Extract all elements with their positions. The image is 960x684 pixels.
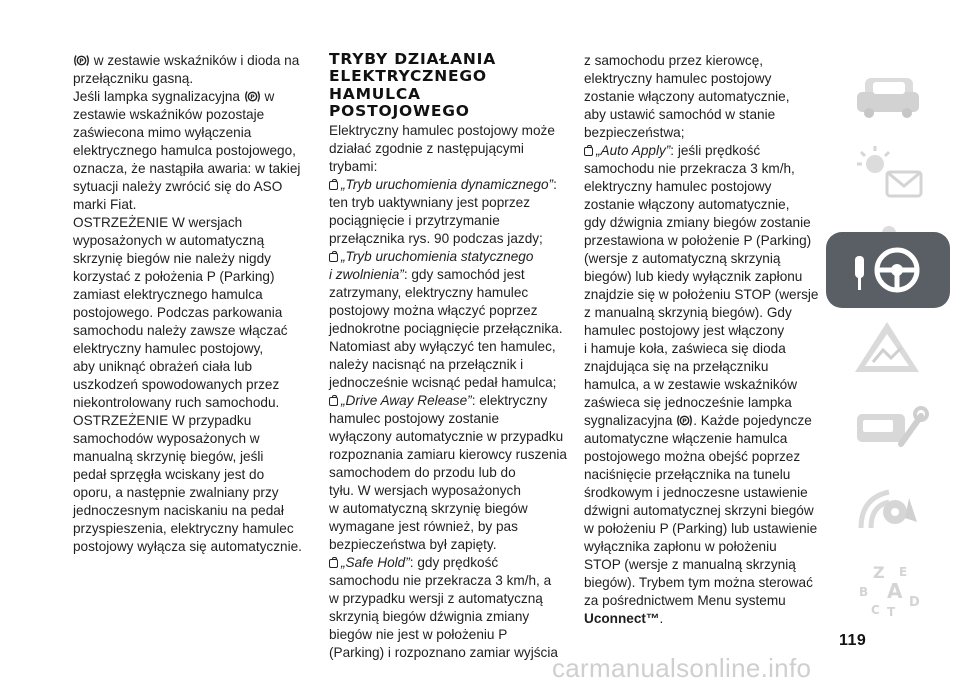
text-line — [584, 88, 810, 106]
text-segment: jednoczesnym naciskaniu na pedał — [73, 503, 284, 518]
text-segment: tyłu. W wersjach wyposażonych — [329, 482, 521, 498]
text-line — [73, 304, 313, 322]
text-segment: : — [553, 176, 557, 192]
text-line — [584, 358, 810, 376]
text-line — [584, 106, 810, 124]
text-segment: w automatyczną skrzynię biegów — [329, 500, 528, 516]
text-segment: z manualną skrzynią biegów). Gdy — [584, 305, 792, 320]
text-line — [73, 322, 313, 340]
text-line — [73, 142, 313, 160]
service-wrench-icon — [843, 394, 933, 458]
text-line — [73, 106, 313, 124]
text-segment: sygnalizacyjna — [584, 413, 677, 428]
text-line — [329, 644, 561, 662]
text-segment: skrzynię biegów nie należy nigdy — [73, 251, 271, 266]
text-segment: wyłączony automatycznie w przypadku — [329, 428, 564, 444]
text-line — [73, 178, 313, 196]
text-segment: „Tryb uruchomienia statycznego — [341, 248, 534, 264]
text-line — [584, 538, 810, 556]
text-segment: samochodem do przodu lub do — [329, 464, 516, 480]
text-segment: zaświeca się jednocześnie lampka — [584, 395, 792, 410]
text-segment: OSTRZEŻENIE W wersjach — [73, 215, 243, 230]
text-segment: wyposażonych w automatyczną — [73, 233, 265, 248]
text-line — [329, 356, 561, 374]
text-segment: Elektryczny hamulec postojowy może — [329, 122, 555, 138]
text-line — [73, 124, 313, 142]
text-segment: należy nacisnąć na przełącznik i — [329, 356, 524, 372]
text-line — [73, 538, 313, 556]
text-line — [73, 52, 313, 70]
text-line — [73, 430, 313, 448]
text-line — [584, 448, 810, 466]
text-line — [584, 484, 810, 502]
text-line — [329, 392, 561, 410]
text-segment: w położeniu P (Parking) lub ustawienie — [584, 521, 818, 536]
text-line — [329, 122, 561, 140]
text-segment: za pośrednictwem Menu systemu — [584, 593, 786, 608]
parking-brake-lamp-icon — [676, 414, 693, 427]
text-segment: (wersje z automatyczną skrzynią — [584, 251, 781, 266]
text-segment: znajdzie się w położeniu STOP (wersje — [584, 287, 819, 302]
tab-media-navigation[interactable] — [826, 472, 950, 548]
text-segment: i hamuje koła, zaświeca się dioda — [584, 341, 786, 356]
parking-brake-lamp-icon — [73, 54, 90, 67]
text-line — [329, 590, 561, 608]
text-segment: (Parking) i rozpoznano zamiar wyjścia — [329, 644, 558, 660]
text-line — [73, 232, 313, 250]
text-line — [584, 574, 813, 592]
text-line — [73, 394, 313, 412]
alphabet-letter: B — [859, 585, 869, 599]
text-segment: aby ustawić samochód w stanie — [584, 107, 776, 122]
text-line — [329, 572, 561, 590]
text-segment: w — [260, 89, 275, 104]
text-line — [329, 320, 561, 338]
text-line — [584, 376, 810, 394]
text-line — [584, 340, 810, 358]
bullet-icon — [329, 181, 338, 190]
heading-line: HAMULCA — [329, 84, 421, 103]
text-segment: bezpieczeństwa był zapięty. — [329, 536, 497, 552]
media-navigation-icon — [843, 478, 933, 542]
text-line — [584, 394, 810, 412]
parking-brake-lamp-icon — [244, 90, 261, 103]
text-line — [329, 374, 561, 392]
text-segment: : elektryczny — [471, 392, 548, 408]
text-line — [329, 284, 561, 302]
text-line — [584, 232, 810, 250]
text-segment: przyspieszenia, elektryczny hamulec — [73, 521, 294, 536]
text-segment: „Auto Apply” — [596, 143, 671, 158]
text-line — [329, 338, 561, 356]
car-dashboard-icon — [843, 64, 933, 128]
key-steering-wheel-icon — [843, 238, 933, 302]
text-line — [584, 466, 810, 484]
text-segment: Jeśli lampka sygnalizacyjna — [73, 89, 244, 104]
text-line — [584, 268, 810, 286]
text-line — [584, 286, 819, 304]
text-line — [584, 610, 810, 628]
text-line — [73, 160, 313, 178]
text-segment: środkowym i jednoczesne ustawienie — [584, 485, 808, 500]
text-line — [584, 520, 818, 538]
svg-text:P: P — [250, 94, 255, 101]
text-segment: ten tryb uaktywniany jest poprzez — [329, 194, 530, 210]
text-segment: elektryczny hamulec postojowy — [584, 179, 772, 194]
text-segment: Natomiast aby wyłączyć ten hamulec, — [329, 338, 556, 354]
text-line — [329, 482, 561, 500]
text-segment: hamulec postojowy zostanie — [329, 410, 500, 426]
text-segment: „Drive Away Release” — [341, 392, 472, 408]
text-line — [329, 626, 561, 644]
text-line — [584, 124, 810, 142]
text-segment: automatyczne włączenie hamulca — [584, 431, 788, 446]
text-segment: biegów nie jest w położeniu P — [329, 626, 508, 642]
text-segment: zostanie włączony automatycznie, — [584, 197, 790, 212]
text-segment: rozpoznania zamiaru kierowcy ruszenia — [329, 446, 567, 462]
tab-key-steering-wheel[interactable] — [826, 232, 950, 308]
text-line — [584, 412, 810, 430]
alphabet-letter: Z — [873, 563, 885, 582]
text-line — [73, 484, 313, 502]
text-segment: hamulca, a w zestawie wskaźników — [584, 377, 798, 392]
text-segment: aby uniknąć obrażeń ciała lub — [73, 359, 253, 374]
text-line — [584, 592, 810, 610]
text-segment: trybami: — [329, 158, 378, 174]
text-segment: jednocześnie wcisnąć pedał hamulca; — [329, 374, 557, 390]
watermark-text: carmanualsonline.info — [552, 653, 812, 683]
text-segment: marki Fiat. — [73, 197, 137, 212]
text-line — [73, 448, 313, 466]
text-segment: postojowy można włączyć poprzez — [329, 302, 538, 318]
text-line — [329, 212, 561, 230]
alphabet-letter: T — [887, 605, 896, 619]
text-segment: niekontrolowany ruch samochodu. — [73, 395, 280, 410]
text-segment: oznacza, że nastąpiła awaria: w takiej — [73, 161, 301, 176]
text-segment: elektrycznego hamulca postojowego, — [73, 143, 296, 158]
text-line — [329, 410, 561, 428]
text-line — [329, 140, 561, 158]
section-heading — [329, 52, 561, 120]
text-segment: przełączniku gasną. — [73, 71, 194, 86]
text-line — [73, 466, 313, 484]
bullet-icon — [329, 559, 338, 568]
text-line — [584, 70, 810, 88]
column-3 — [584, 52, 819, 628]
text-line — [329, 194, 561, 212]
warning-lights-icon — [843, 142, 933, 206]
text-segment: . — [659, 611, 664, 626]
text-line — [329, 158, 561, 176]
heading-line: ELEKTRYCZNEGO — [329, 67, 487, 86]
text-line — [329, 428, 564, 446]
text-line — [73, 358, 313, 376]
text-segment: biegów) lub kiedy wyłącznik zapłonu — [584, 269, 803, 284]
text-line — [329, 608, 561, 626]
text-line — [329, 446, 567, 464]
text-segment: elektryczny hamulec postojowy, — [73, 341, 264, 356]
text-line — [329, 554, 561, 572]
column-2 — [329, 50, 567, 662]
text-segment: w zestawie wskaźników i dioda na — [90, 53, 300, 68]
text-line — [584, 556, 810, 574]
column-2-body — [329, 122, 567, 662]
text-segment: sytuacji należy zwrócić się do ASO — [73, 179, 283, 194]
page-number: 119 — [839, 632, 867, 649]
tab-alphabet-index[interactable] — [826, 550, 950, 626]
text-segment: : gdy samochód jest — [403, 266, 525, 282]
text-segment: w przypadku wersji z automatyczną — [329, 590, 543, 606]
text-segment: uszkodzeń spowodowanych przez — [73, 377, 280, 392]
tab-car-dashboard[interactable] — [826, 58, 950, 134]
tab-warning-lights[interactable] — [826, 136, 950, 212]
text-line — [584, 178, 810, 196]
bullet-icon — [329, 253, 338, 262]
text-line — [329, 536, 561, 554]
text-line — [584, 160, 810, 178]
text-line — [73, 196, 313, 214]
text-segment: pociągnięcie i przytrzymanie — [329, 212, 500, 228]
alphabet-letter: D — [909, 595, 920, 610]
text-segment: pedał sprzęgła wciskany jest do — [73, 467, 265, 482]
text-segment: wymagane jest również, by pas — [329, 518, 518, 534]
text-line — [584, 196, 810, 214]
text-segment: postojowy wyłącza się automatycznie. — [73, 539, 302, 554]
text-segment: „Safe Hold” — [341, 554, 410, 570]
text-segment: wyłącznika zapłonu w położeniu — [584, 539, 777, 554]
text-line — [329, 248, 561, 266]
text-segment: dźwigni automatycznej skrzyni biegów — [584, 503, 814, 518]
text-segment: z samochodu przez kierowcę, — [584, 53, 764, 68]
text-segment: przestawiona w położenie P (Parking) — [584, 233, 812, 248]
text-segment: postojowego można obejść poprzez — [584, 449, 801, 464]
text-segment: zostanie włączony automatycznie, — [584, 89, 790, 104]
text-line — [584, 322, 810, 340]
text-segment: Uconnect™ — [584, 611, 660, 626]
text-segment: : jeśli prędkość — [670, 143, 761, 158]
alphabet-index-icon — [843, 556, 933, 620]
text-line — [73, 268, 313, 286]
text-segment: postojowego. Podczas parkowania — [73, 305, 283, 320]
text-segment: znajdująca się na przełączniku — [584, 359, 769, 374]
alphabet-letter: A — [887, 579, 903, 603]
text-segment: samochodu nie przekracza 3 km/h, a — [329, 572, 552, 588]
tab-service-wrench[interactable] — [826, 388, 950, 464]
text-segment: zestawie wskaźników pozostaje — [73, 107, 265, 122]
text-line — [73, 376, 313, 394]
text-line — [73, 520, 313, 538]
text-segment: samochodu nie przekracza 3 km/h, — [584, 161, 795, 176]
text-segment: elektryczny hamulec postojowy — [584, 71, 772, 86]
text-line — [73, 340, 313, 358]
text-line — [329, 518, 561, 536]
text-segment: OSTRZEŻENIE W przypadku — [73, 413, 252, 428]
text-line — [73, 286, 313, 304]
text-segment: zaświecona mimo wyłączenia — [73, 125, 252, 140]
text-segment: hamulec postojowy jest włączony — [584, 323, 785, 338]
text-line — [329, 176, 561, 194]
alphabet-letter: C — [871, 603, 880, 617]
text-segment: „Tryb uruchomienia dynamicznego” — [341, 176, 554, 192]
bullet-icon — [329, 397, 338, 406]
tab-warning-triangle[interactable] — [826, 310, 950, 386]
heading-line: TRYBY DZIAŁANIA — [329, 50, 497, 68]
text-segment: : gdy prędkość — [409, 554, 499, 570]
text-line — [584, 502, 814, 520]
text-segment: zatrzymany, elektryczny hamulec — [329, 284, 529, 300]
text-segment: i zwolnienia” — [329, 266, 404, 282]
text-segment: zamiast elektrycznego hamulca — [73, 287, 263, 302]
text-segment: bezpieczeństwa; — [584, 125, 685, 140]
bullet-icon — [584, 147, 593, 156]
text-line — [329, 464, 561, 482]
text-line — [329, 500, 561, 518]
text-segment: samochodów wyposażonych w — [73, 431, 260, 446]
text-line — [584, 142, 810, 160]
text-segment: oporu, a następnie zwalniany przy — [73, 485, 279, 500]
text-line — [73, 412, 313, 430]
text-segment: skrzynią biegów dźwignia zmiany — [329, 608, 530, 624]
heading-line: POSTOJOWEGO — [329, 102, 470, 121]
text-segment: przełącznika rys. 90 podczas jazdy; — [329, 230, 543, 246]
text-line — [329, 230, 561, 248]
text-line — [584, 250, 810, 268]
text-segment: biegów). Trybem tym można sterować — [584, 575, 813, 590]
text-segment: . Każde pojedyncze — [693, 413, 812, 428]
text-segment: naciśnięcie przełącznika na tunelu — [584, 467, 791, 482]
text-line — [73, 70, 313, 88]
text-segment: działać zgodnie z następującymi — [329, 140, 524, 156]
text-line — [584, 430, 810, 448]
text-line — [73, 250, 313, 268]
svg-text:P: P — [79, 58, 84, 65]
text-segment: gdy dźwignia zmiany biegów zostanie — [584, 215, 811, 230]
alphabet-letter: E — [899, 565, 908, 579]
text-line — [329, 302, 561, 320]
text-line — [73, 214, 313, 232]
column-1 — [73, 52, 313, 556]
text-line — [73, 88, 313, 106]
warning-triangle-icon — [843, 316, 933, 380]
svg-text:P: P — [682, 418, 687, 425]
text-segment: samochodu należy zawsze włączać — [73, 323, 288, 338]
text-segment: manualną skrzynię biegów, jeśli — [73, 449, 264, 464]
text-line — [73, 502, 313, 520]
text-line — [584, 304, 810, 322]
text-segment: korzystać z położenia P (Parking) — [73, 269, 275, 284]
text-segment: jednokrotne pociągnięcie przełącznika. — [329, 320, 563, 336]
text-line — [584, 52, 810, 70]
text-line — [584, 214, 810, 232]
text-segment: STOP (wersje z manualną skrzynią — [584, 557, 796, 572]
text-line — [329, 266, 561, 284]
